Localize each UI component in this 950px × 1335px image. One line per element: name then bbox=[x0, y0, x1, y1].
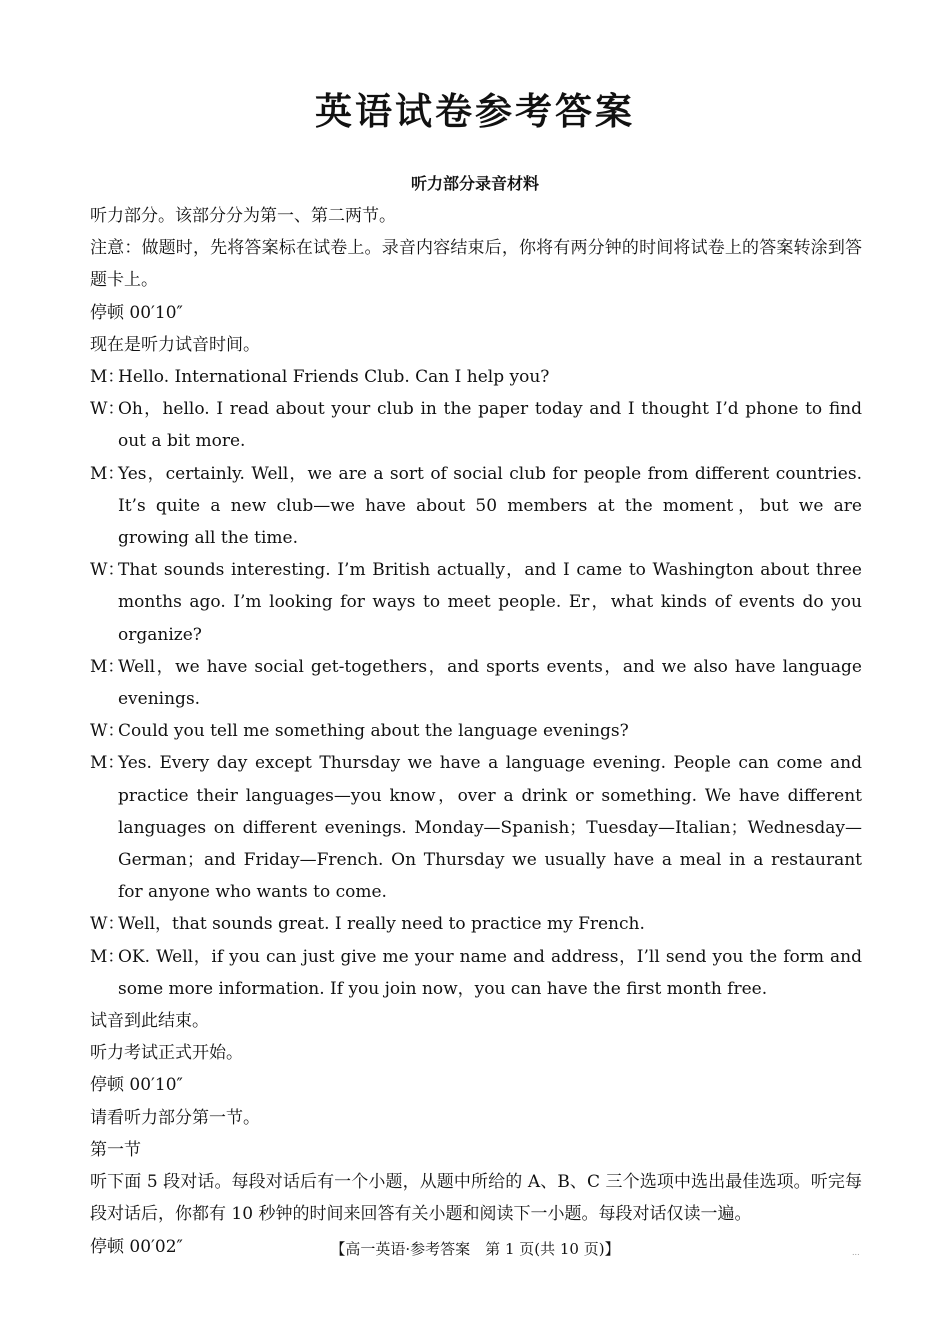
dialogue-text: Yes，certainly. Well，we are a sort of social club for people from different countries. It’s quite a new club—we have about 50 members at the moment，but we are growing all the time. bbox=[118, 463, 862, 549]
trial-end-text: 试音到此结束。 bbox=[90, 1011, 209, 1032]
dialogue-line bbox=[90, 393, 862, 457]
intro-text: 听力部分。该部分分为第一、第二两节。 bbox=[90, 206, 396, 226]
section-title: 听力部分录音材料 bbox=[410, 174, 539, 193]
notice-text: 注意：做题时，先将答案标在试卷上。录音内容结束后，你将有两分钟的时间将试卷上的答案转涂到答题卡上。 bbox=[90, 238, 862, 291]
speaker-label: W： bbox=[90, 560, 125, 581]
dialogue-line bbox=[90, 908, 862, 940]
pause-marker: 停顿 00′02″ bbox=[90, 1236, 183, 1257]
dialogue-line bbox=[90, 554, 862, 651]
speaker-label: W： bbox=[90, 399, 125, 420]
dialogue-text: Yes. Every day except Thursday we have a language evening. People can come and practice their languages—you know，over a drink or something. We have different languages on different evenings. Monday—Spanish；Tuesday—Italian；Wednesday—German；and Friday—French. On Thursday we usually have a meal in a restaurant for anyone who wants to come. bbox=[118, 753, 862, 903]
dialogue-line bbox=[90, 941, 862, 1005]
dialogue-line bbox=[90, 747, 862, 908]
section-one-prompt: 请看听力部分第一节。 bbox=[90, 1107, 260, 1128]
speaker-label: M： bbox=[90, 656, 125, 677]
corner-mark: ... bbox=[852, 1248, 860, 1257]
dialogue-text: Well，that sounds great. I really need to practice my French. bbox=[118, 914, 645, 935]
dialogue-line bbox=[90, 651, 862, 715]
speaker-label: M： bbox=[90, 463, 125, 484]
trial-start-text: 现在是听力试音时间。 bbox=[90, 334, 260, 355]
section-one-heading: 第一节 bbox=[90, 1139, 141, 1160]
transcript-body bbox=[90, 200, 862, 1263]
speaker-label: W： bbox=[90, 914, 125, 935]
dialogue-text: OK. Well，if you can just give me your name and address，I’ll send you the form and some more information. If you join now，you can have the first month free. bbox=[118, 946, 862, 999]
section-one-instructions: 听下面 5 段对话。每段对话后有一个小题，从题中所给的 A、B、C 三个选项中选出最佳选项。听完每段对话后，你都有 10 秒钟的时间来回答有关小题和阅读下一小题。每段对话仅读一遍。 bbox=[90, 1172, 862, 1225]
speaker-label: W： bbox=[90, 721, 125, 742]
speaker-label: M： bbox=[90, 946, 125, 967]
speaker-label: M： bbox=[90, 367, 125, 388]
dialogue-text: That sounds interesting. I’m British actually，and I came to Washington about three months ago. I’m looking for ways to meet people. Er，what kinds of events do you organize? bbox=[118, 560, 862, 645]
dialogue bbox=[90, 361, 862, 1005]
page-title: 英语试卷参考答案 bbox=[315, 90, 635, 133]
exam-start-text: 听力考试正式开始。 bbox=[90, 1043, 243, 1064]
dialogue-line bbox=[90, 361, 862, 393]
dialogue-line bbox=[90, 715, 862, 747]
dialogue-text: Oh，hello. I read about your club in the paper today and I thought I’d phone to find out a bit more. bbox=[118, 399, 862, 452]
pause-marker: 停顿 00′10″ bbox=[90, 1075, 183, 1096]
speaker-label: M： bbox=[90, 753, 125, 774]
dialogue-line bbox=[90, 458, 862, 555]
pause-marker: 停顿 00′10″ bbox=[90, 302, 183, 323]
page-footer: 【高一英语·参考答案 第 1 页(共 10 页)】 bbox=[330, 1240, 620, 1258]
dialogue-text: Could you tell me something about the language evenings? bbox=[118, 721, 629, 742]
dialogue-text: Hello. International Friends Club. Can I help you? bbox=[118, 367, 550, 388]
dialogue-text: Well，we have social get-togethers，and sports events，and we also have language evenings. bbox=[118, 656, 862, 710]
